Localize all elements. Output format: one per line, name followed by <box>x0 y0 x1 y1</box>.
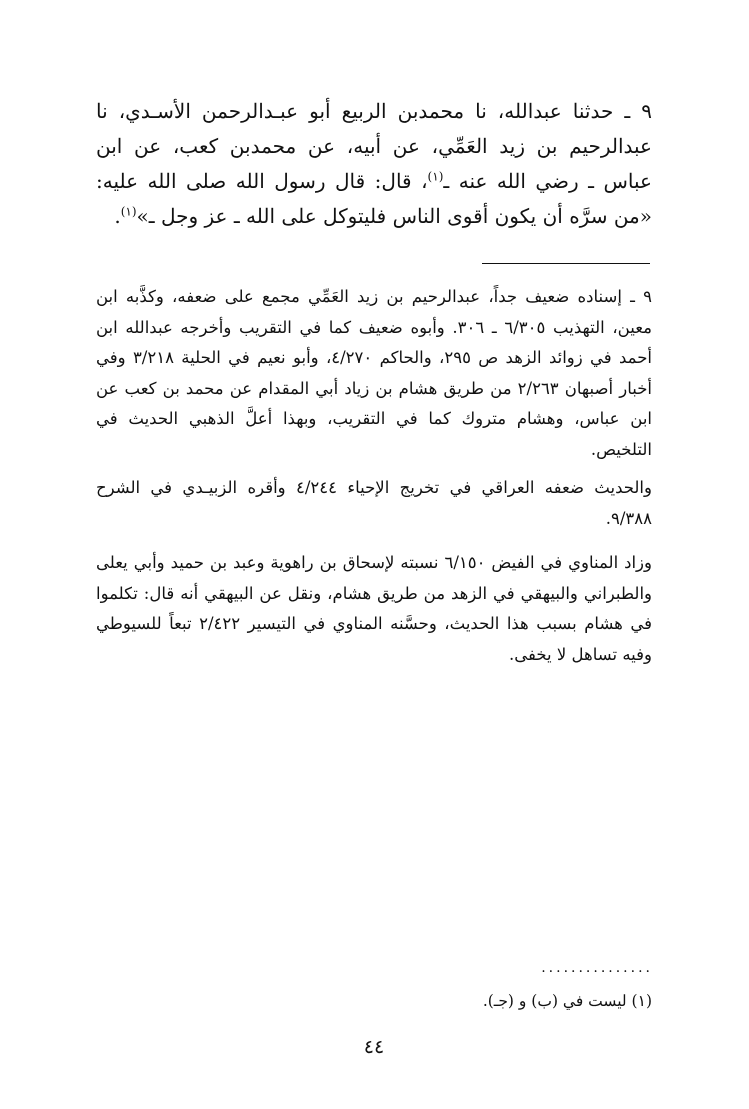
hadith-text-part-1: ٩ ـ حدثنا عبدالله، نا محمدبن الربيع أبو عبـدالرحمن الأسـدي، نا عبدالرحيم بن زيد العَمِّي، عن أبيه، عن محمدبن كعب، عن ابن عباس ـ رضي الله عنه ـ <box>96 99 652 193</box>
note-paragraph: ٩ ـ إسناده ضعيف جداً، عبدالرحيم بن زيد العَمِّي مجمع على ضعفه، وكذَّبه ابن معين، التهذيب ٦/٣٠٥ ـ ٣٠٦. وأبوه ضعيف كما في التقريب وأخرجه عبدالله ابن أحمد في زوائد الزهد ص ٢٩٥، والحاكم ٤/٢٧٠، وأبو نعيم في الحلية ٣/٢١٨ وفي أخبار أصبهان ٢/٢٦٣ من طريق هشام بن زياد أبي المقدام عن محمد بن كعب عن ابن عباس، وهشام متروك كما في التقريب، وبهذا أعلَّ الذهبي الحديث في التلخيص. <box>96 287 652 459</box>
footnote-marker: (١) <box>427 169 444 184</box>
footnote: (١) ليست في (ب) و (جـ). <box>482 992 652 1010</box>
hadith-text <box>96 94 652 234</box>
note-paragraph: والحديث ضعفه العراقي في تخريج الإحياء ٤/٢٤٤ وأقره الزبيـدي في الشرح ٩/٣٨٨. <box>96 478 652 528</box>
notes-separator <box>482 263 650 264</box>
page-number: ٤٤ <box>363 1036 385 1058</box>
hadith-paragraph <box>96 94 652 234</box>
footnote-marker: (١) <box>120 204 137 219</box>
hadith-text-part-2: ، قال: قال رسول الله صلى الله عليه: «من سرَّه أن يكون أقوى الناس فليتوكل على الله ـ عز وجل ـ» <box>96 169 652 228</box>
footnote-dot-separator: ............... <box>541 960 653 976</box>
hadith-text-end: . <box>114 204 121 228</box>
note-paragraph: وزاد المناوي في الفيض ٦/١٥٠ نسبته لإسحاق بن راهوية وعبد بن حميد وأبي يعلى والطبراني والبيهقي في الزهد من طريق هشام، ونقل عن البيهقي أنه قال: تكلموا في هشام بسبب هذا الحديث، وحسَّنه المناوي في التيسير ٢/٤٢٢ تبعاً للسيوطي وفيه تساهل لا يخفى. <box>96 553 652 664</box>
commentary-notes <box>96 282 652 670</box>
